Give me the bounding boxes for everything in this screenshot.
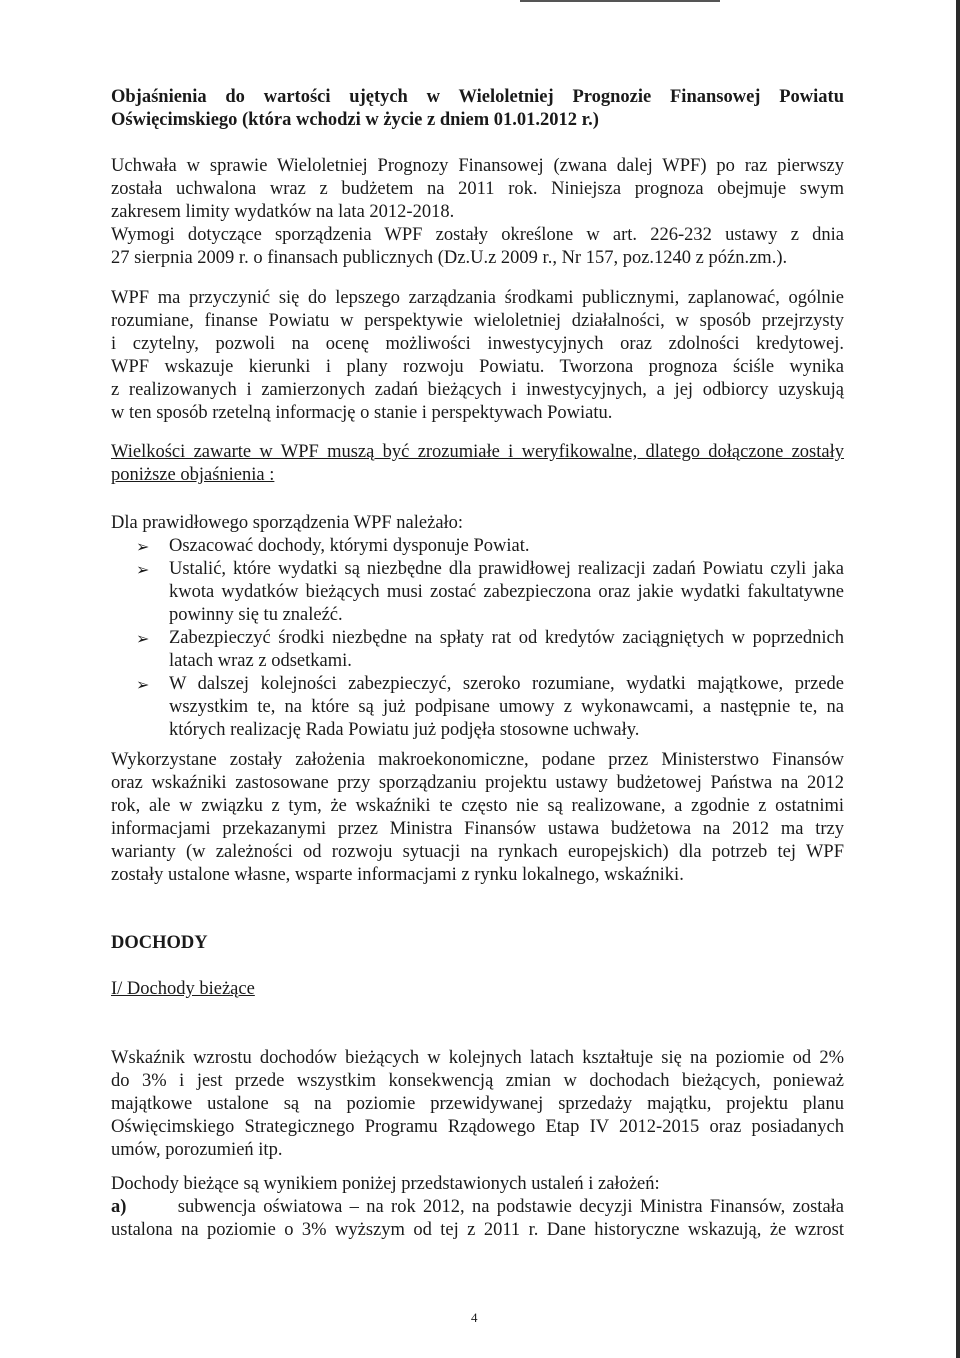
arrow-bullet-icon: ➢: [136, 560, 150, 579]
text-line: Wymogi dotyczące sporządzenia WPF zostały określone w art. 226-232 ustawy z dnia: [111, 225, 844, 245]
paragraph-intro: [111, 155, 844, 270]
paragraph-income-sources: [111, 1173, 844, 1242]
text-line: i czytelny, pozwoli na ocenę możliwości inwestycyjnych oraz zdolności kredytowej.: [111, 334, 844, 354]
paragraph-growth: [111, 1047, 844, 1162]
heading-line: Oświęcimskiego (która wchodzi w życie z dniem 01.01.2012 r.): [111, 110, 599, 130]
arrow-bullet-icon: ➢: [136, 675, 150, 694]
underlined-note: [111, 441, 844, 487]
scan-top-mark: [520, 0, 720, 2]
text-line: majątkowe ustalone są na poziomie przewidywanej sprzedaży majątku, projektu planu: [111, 1094, 844, 1114]
text-line: oraz wskaźniki zastosowane przy sporządzaniu projektu ustawy budżetowej Państwa na 2012: [111, 773, 844, 793]
text-line: 27 sierpnia 2009 r. o finansach publicznych (Dz.U.z 2009 r., Nr 157, poz.1240 z późn.zm.).: [111, 248, 788, 268]
scan-edge: [956, 0, 960, 1358]
text-line: a) subwencja oświatowa – na rok 2012, na podstawie decyzji Ministra Finansów, została: [111, 1197, 845, 1217]
text-line: informacjami przekazanymi przez Ministra Finansów ustawa budżetowa na 2012 ma trzy: [111, 819, 844, 839]
text-line: Wielkości zawarte w WPF muszą być zrozumiałe i weryfikowalne, dlatego dołączone zostały: [111, 442, 844, 462]
text-line: Uchwała w sprawie Wieloletniej Prognozy Finansowej (zwana dalej WPF) po raz pierwszy: [111, 156, 844, 176]
text-line: warianty (w zależności od rozwoju sytuacji na rynkach europejskich) dla potrzeb tej WPF: [111, 842, 844, 862]
arrow-bullet-icon: ➢: [136, 537, 150, 556]
document-heading: [111, 86, 844, 132]
text-line: w ten sposób rzetelną informację o stanie i perspektywach Powiatu.: [111, 403, 613, 423]
text-line: WPF wskazuje kierunki i plany rozwoju Powiatu. Tworzona prognoza ściśle wynika: [111, 357, 844, 377]
paragraph-assumptions: [111, 749, 844, 887]
text-line: rok, ale w związku z tym, że wskaźniki te często nie są realizowane, a zgodnie z ostatnimi: [111, 796, 844, 816]
text-line: została uchwalona wraz z budżetem na 2011 rok. Niniejsza prognoza obejmuje swym: [111, 179, 844, 199]
section-title: DOCHODY: [111, 933, 208, 953]
page-number: 4: [471, 1310, 478, 1325]
text-line: zostały ustalone własne, wsparte informacjami z rynku lokalnego, wskaźniki.: [111, 865, 684, 885]
text-line: WPF ma przyczynić się do lepszego zarządzania środkami publicznymi, zaplanować, ogólnie: [111, 288, 844, 308]
text-line: zakresem limity wydatków na lata 2012-2018.: [111, 202, 455, 222]
text-line: z realizowanych i zamierzonych zadań bieżących i inwestycyjnych, a jej odbiorcy uzyskują: [111, 380, 844, 400]
list-item: ➢ Oszacować dochody, którymi dysponuje Powiat.: [136, 536, 530, 556]
text-line: do 3% i jest przede wszystkim konsekwencją zmian w dochodach bieżących, ponieważ: [111, 1071, 844, 1091]
requirements-intro: Dla prawidłowego sporządzenia WPF należało:: [111, 513, 464, 533]
list-item: ➢ Zabezpieczyć środki niezbędne na spłaty rat od kredytów zaciągniętych w poprzednich latach wraz z odsetkami.: [136, 628, 844, 671]
text-line: Oświęcimskiego Strategicznego Programu Rządowego Etap IV 2012-2015 oraz posiadanych: [111, 1117, 844, 1137]
list-item: ➢ W dalszej kolejności zabezpieczyć, szeroko rozumiane, wydatki majątkowe, przede wszystkim te, na które są już podpisane umowy z wykonawcami, a następnie te, na których realizację Rada Powiatu już podjęła stosowne uchwały.: [136, 674, 844, 740]
subsection-title: I/ Dochody bieżące: [111, 979, 255, 999]
text-line: ustalona na poziomie o 3% wyższym od tej z 2011 r. Dane historyczne wskazują, że wzrost: [111, 1220, 844, 1240]
heading-line: Objaśnienia do wartości ujętych w Wieloletniej Prognozie Finansowej Powiatu: [111, 87, 844, 107]
text-line: umów, porozumień itp.: [111, 1140, 283, 1160]
text-line: Dochody bieżące są wynikiem poniżej przedstawionych ustaleń i założeń:: [111, 1174, 660, 1194]
paragraph-purpose: [111, 287, 844, 425]
text-line: poniższe objaśnienia :: [111, 465, 275, 485]
text-line: Wykorzystane zostały założenia makroekonomiczne, podane przez Ministerstwo Finansów: [111, 750, 844, 770]
requirements-list: [111, 535, 844, 742]
arrow-bullet-icon: ➢: [136, 629, 150, 648]
list-item: ➢ Ustalić, które wydatki są niezbędne dla prawidłowej realizacji zadań Powiatu czyli jaka kwota wydatków bieżących musi zostać zabezpieczona oraz jakie wydatki fakultatywne powinny się tu znaleźć.: [136, 559, 844, 625]
text-line: Wskaźnik wzrostu dochodów bieżących w kolejnych latach kształtuje się na poziomie od 2%: [111, 1048, 844, 1068]
text-line: rozumiane, finanse Powiatu w perspektywie wieloletniej działalności, w sposób przejrzysty: [111, 311, 844, 331]
item-a-label: a): [111, 1197, 127, 1217]
